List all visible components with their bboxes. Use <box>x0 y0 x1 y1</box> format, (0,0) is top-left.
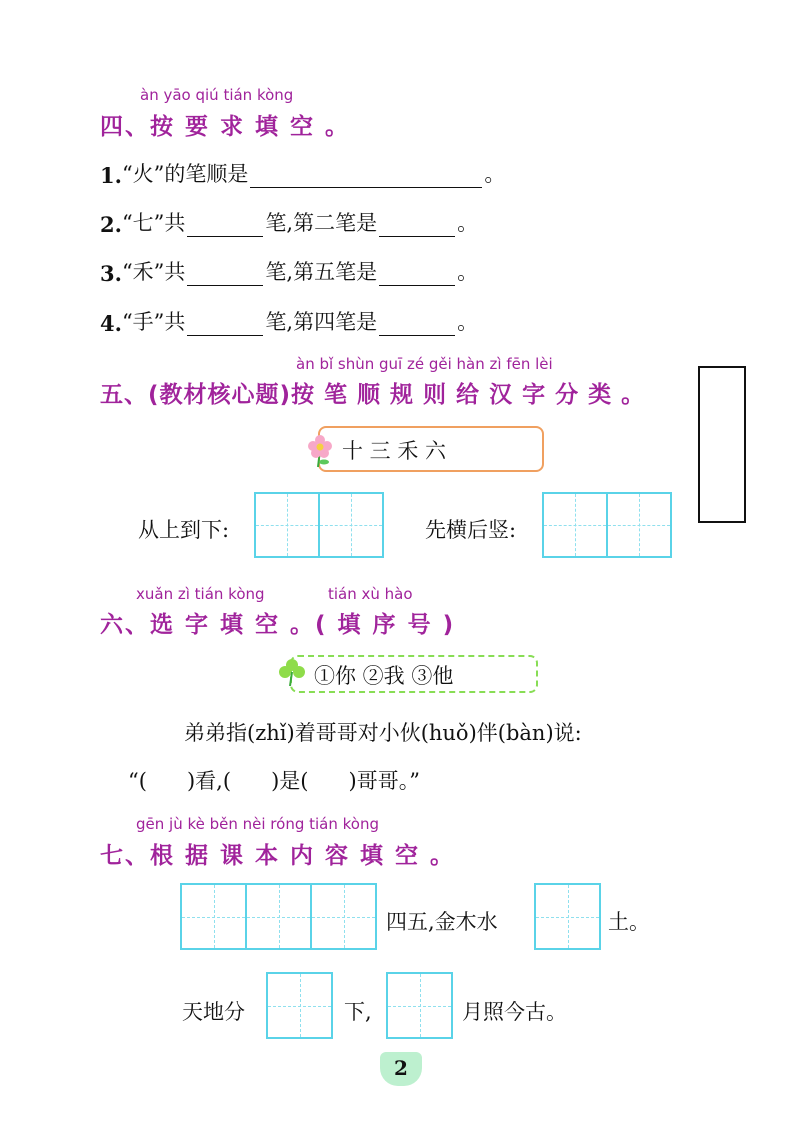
s7-grid-b <box>534 883 601 950</box>
s6-sentence-1: 弟弟指(zhǐ)着哥哥对小伙(huǒ)伴(bàn)说: <box>184 721 582 745</box>
s7-line2-start: 天地分 <box>182 1000 245 1024</box>
q3-text-b: 笔,第五笔是 <box>265 260 378 284</box>
q2-text-a: “七”共 <box>121 211 186 235</box>
s6-heading: 六、选 字 填 空 。( 填 序 号 ) <box>100 612 456 638</box>
grid-cell[interactable] <box>310 883 377 950</box>
s7-line2-mid: 下, <box>344 1000 372 1024</box>
s5-grid-a <box>254 492 384 558</box>
s5-chars: 十 三 禾 六 <box>342 439 447 463</box>
q3-end: 。 <box>457 260 479 284</box>
grid-cell[interactable] <box>245 883 312 950</box>
grid-cell[interactable] <box>254 492 320 558</box>
s7-line2-end: 月照今古。 <box>462 1000 567 1024</box>
q4-blank-b[interactable] <box>379 313 455 336</box>
q4-text-a: “手”共 <box>121 310 186 334</box>
s4-heading: 四、按 要 求 填 空 。 <box>100 114 351 140</box>
s4-q2 <box>100 207 478 237</box>
q3-blank-b[interactable] <box>379 263 455 286</box>
s6-pinyin-b: tián xù hào <box>328 585 413 603</box>
s7-line1-mid: 四五,金木水 <box>386 910 498 934</box>
s7-grid-a <box>180 883 377 950</box>
s6-sentence-2: “( )看,( )是( )哥哥。” <box>128 769 420 793</box>
s5-heading: 五、(教材核心题)按 笔 顺 规 则 给 汉 字 分 类 。 <box>100 382 646 408</box>
q1-blank[interactable] <box>250 165 482 188</box>
q2-number: 2. <box>100 212 122 237</box>
q1-text: “火”的笔顺是 <box>121 162 249 186</box>
flower-icon <box>306 434 336 468</box>
clover-icon <box>278 657 306 687</box>
s4-q1 <box>100 158 505 188</box>
page-number: 2 <box>394 1056 408 1080</box>
grid-cell[interactable] <box>180 883 247 950</box>
grid-cell[interactable] <box>386 972 453 1039</box>
q4-text-b: 笔,第四笔是 <box>265 310 378 334</box>
grid-cell[interactable] <box>266 972 333 1039</box>
s6-pinyin-a: xuǎn zì tián kòng <box>136 585 265 603</box>
q4-end: 。 <box>457 310 479 334</box>
s7-grid-d <box>386 972 453 1039</box>
s4-q3 <box>100 256 478 286</box>
s7-line1-end: 土。 <box>608 910 650 934</box>
score-box <box>698 366 746 523</box>
grid-cell[interactable] <box>318 492 384 558</box>
s6-options: ①你 ②我 ③他 <box>314 664 454 688</box>
grid-cell[interactable] <box>542 492 608 558</box>
q3-text-a: “禾”共 <box>121 260 186 284</box>
q3-number: 3. <box>100 261 122 286</box>
grid-cell[interactable] <box>534 883 601 950</box>
s5-grid-b <box>542 492 672 558</box>
grid-cell[interactable] <box>606 492 672 558</box>
q4-number: 4. <box>100 311 122 336</box>
s7-pinyin: gēn jù kè běn nèi róng tián kòng <box>136 815 379 833</box>
s7-heading: 七、根 据 课 本 内 容 填 空 。 <box>100 843 456 869</box>
s7-grid-c <box>266 972 333 1039</box>
q2-blank-b[interactable] <box>379 214 455 237</box>
q3-blank-a[interactable] <box>187 263 263 286</box>
q4-blank-a[interactable] <box>187 313 263 336</box>
q2-blank-a[interactable] <box>187 214 263 237</box>
q2-end: 。 <box>457 211 479 235</box>
q1-end: 。 <box>484 162 506 186</box>
s5-pinyin: àn bǐ shùn guī zé gěi hàn zì fēn lèi <box>296 355 553 373</box>
s5-label-horiz-vert: 先横后竖: <box>425 518 517 542</box>
q2-text-b: 笔,第二笔是 <box>265 211 378 235</box>
s4-pinyin: àn yāo qiú tián kòng <box>140 86 294 104</box>
s5-label-top-bottom: 从上到下: <box>138 518 230 542</box>
s4-q4 <box>100 306 478 336</box>
q1-number: 1. <box>100 163 122 188</box>
